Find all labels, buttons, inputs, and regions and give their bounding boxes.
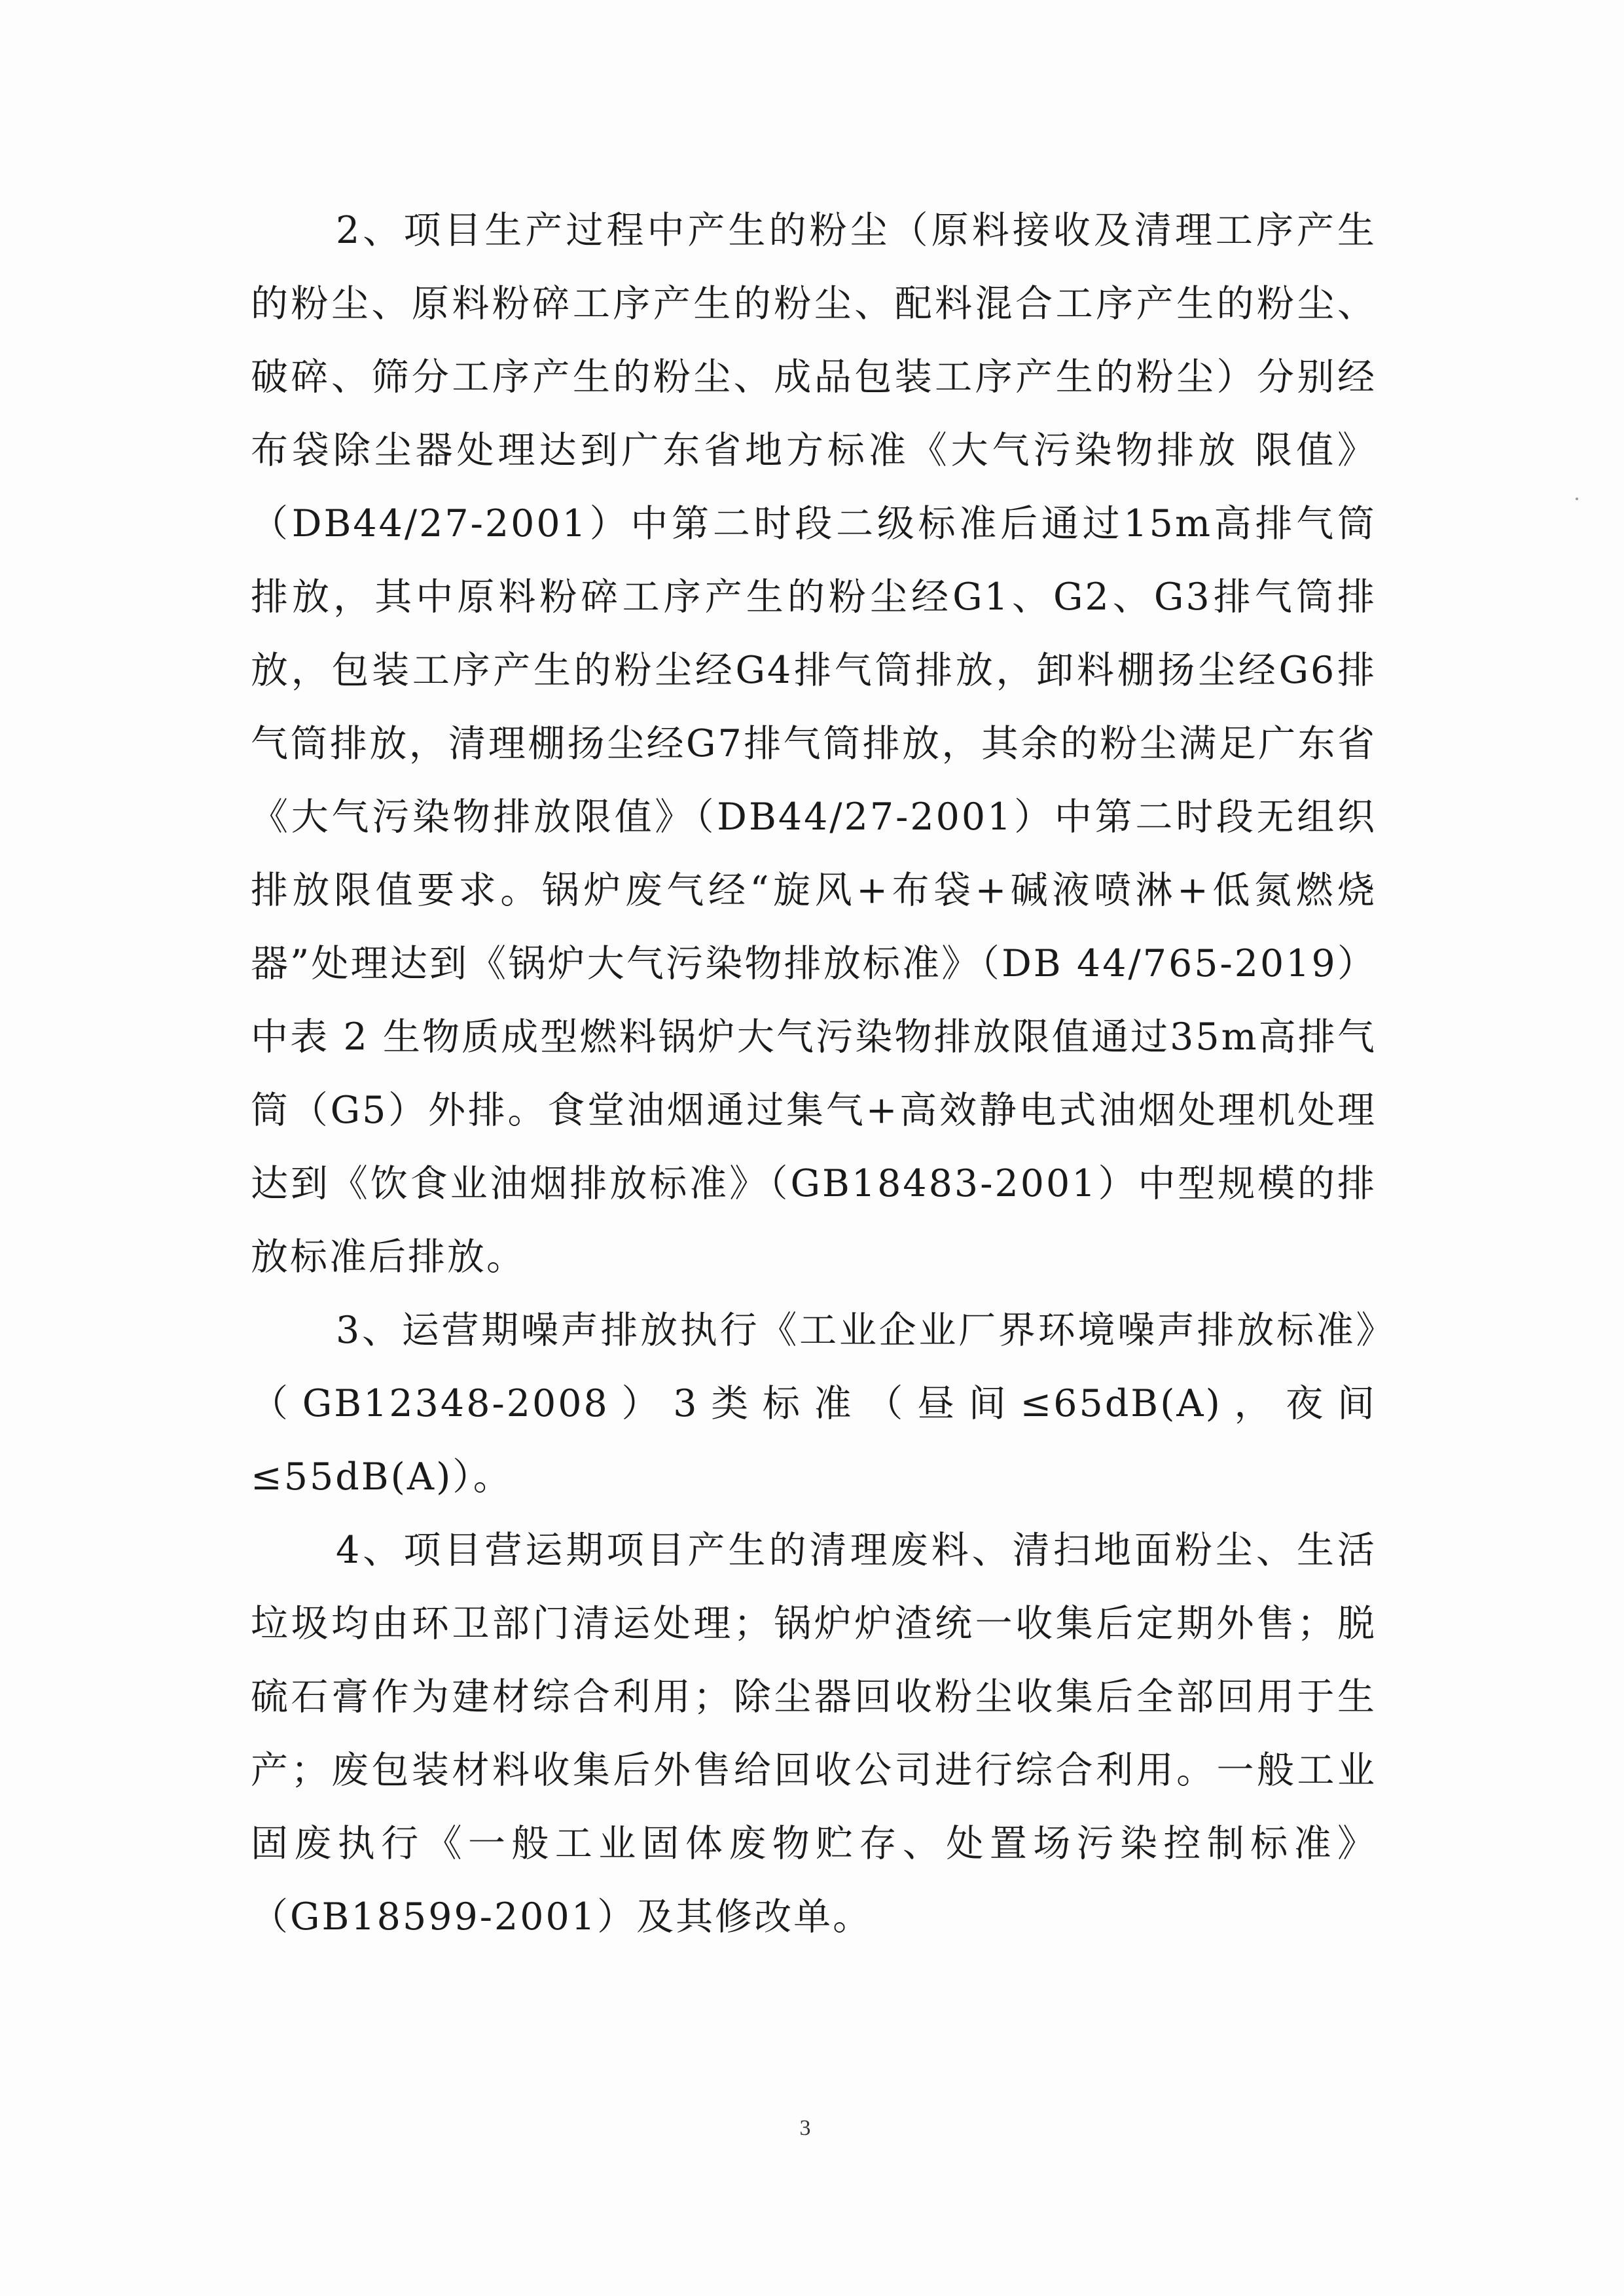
- paragraph-solid-waste: 4、项目营运期项目产生的清理废料、清扫地面粉尘、生活垃圾均由环卫部门清运处理；锅炉炉渣统一收集后定期外售；脱硫石膏作为建材综合利用；除尘器回收粉尘收集后全部回用于生产；废包装材料收集后外售给回收公司进行综合利用。一般工业固废执行《一般工业固体废物贮存、处置场污染控制标准》（GB18599-2001）及其修改单。: [251, 1529, 1377, 1939]
- scan-speck: [1576, 498, 1578, 500]
- paragraph-emissions: 2、项目生产过程中产生的粉尘（原料接收及清理工序产生的粉尘、原料粉碎工序产生的粉尘、配料混合工序产生的粉尘、破碎、筛分工序产生的粉尘、成品包装工序产生的粉尘）分别经布袋除尘器处理达到广东省地方标准《大气污染物排放 限值》（DB44/27-2001）中第二时段二级标准后通过15m高排气筒排放，其中原料粉碎工序产生的粉尘经G1、G2、G3排气筒排放，包装工序产生的粉尘经G4排气筒排放，卸料棚扬尘经G6排气筒排放，清理棚扬尘经G7排气筒排放，其余的粉尘满足广东省《大气污染物排放限值》（DB44/27-2001）中第二时段无组织排放限值要求。锅炉废气经“旋风+布袋+碱液喷淋+低氮燃烧器”处理达到《锅炉大气污染物排放标准》（DB 44/765-2019）中表 2 生物质成型燃料锅炉大气污染物排放限值通过35m高排气筒（G5）外排。食堂油烟通过集气+高效静电式油烟处理机处理达到《饮食业油烟排放标准》（GB18483-2001）中型规模的排放标准后排放。: [251, 209, 1377, 1279]
- document-body: [251, 194, 1377, 1954]
- page-number: 3: [799, 2116, 811, 2140]
- paragraph-noise: 3、运营期噪声排放执行《工业企业厂界环境噪声排放标准》（GB12348-2008）3类标准（昼间≤65dB(A)，夜间≤55dB(A)）。: [251, 1309, 1377, 1499]
